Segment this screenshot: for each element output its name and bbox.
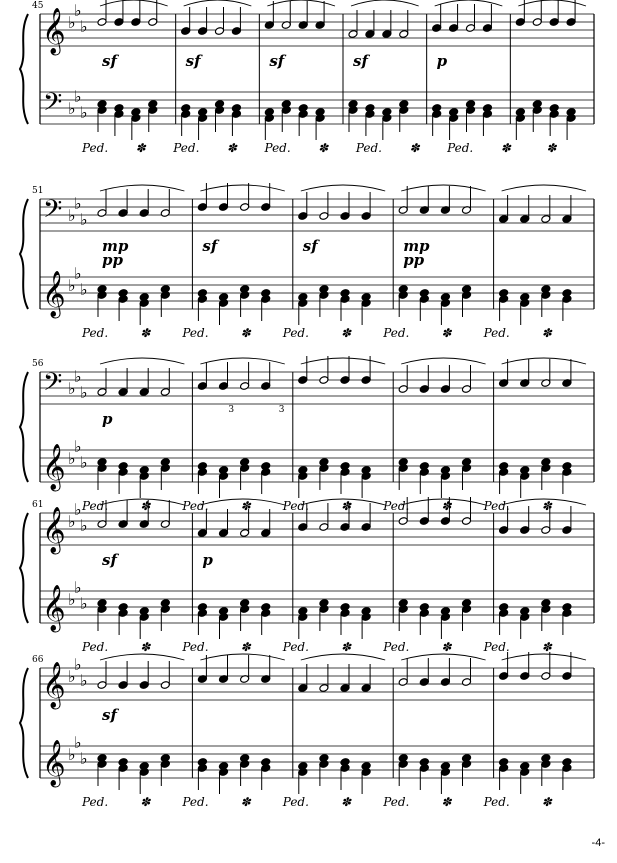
pedal-release-mark: ✽ [341,326,352,340]
grand-staff-brace [20,513,28,623]
slur [200,185,284,191]
pedal-mark: Ped. [82,141,109,155]
grand-staff-brace [20,14,28,124]
key-signature-flat: ♭ [80,453,88,472]
key-signature-flat: ♭ [80,17,88,36]
key-signature-flat: ♭ [80,671,88,690]
grand-staff-brace [20,199,28,309]
slur [100,654,184,660]
dynamic-marking: p [102,410,113,428]
pedal-release-mark: ✽ [140,499,151,513]
grand-staff-brace [20,668,28,778]
measure-number: 56 [32,359,44,369]
treble-clef: 𝄞 [42,444,66,490]
key-signature-flat: ♭ [74,437,82,456]
pedal-release-mark: ✽ [541,326,552,340]
pedal-mark: Ped. [282,640,309,654]
slur [200,654,284,660]
pedal-release-mark: ✽ [140,326,151,340]
bass-clef: 𝄢 [43,368,63,403]
pedal-mark: Ped. [182,499,209,513]
treble-clef: 𝄞 [42,662,66,708]
dynamic-marking: sf [202,237,218,255]
pedal-mark: Ped. [447,141,474,155]
slur [435,0,503,6]
key-signature-flat: ♭ [80,594,88,613]
dynamic-marking: pp [102,251,123,269]
dynamic-marking: mp [102,237,129,255]
measure-number: 45 [32,1,44,11]
key-signature-flat: ♭ [80,103,88,122]
pedal-release-mark: ✽ [441,795,452,809]
pedal-mark: Ped. [282,795,309,809]
dynamic-marking: sf [102,706,117,724]
key-signature-flat: ♭ [68,512,76,531]
bass-clef: 𝄢 [43,88,63,123]
pedal-mark: Ped. [173,141,200,155]
pedal-mark: Ped. [483,795,510,809]
slur [267,0,335,6]
slur [184,0,252,6]
key-signature-flat: ♭ [68,449,76,468]
slur [518,0,586,6]
pedal-mark: Ped. [82,795,109,809]
slur [200,358,284,364]
slur [301,654,385,660]
pedal-release-mark: ✽ [441,326,452,340]
key-signature-flat: ♭ [80,516,88,535]
dynamic-marking: p [436,52,448,70]
key-signature-flat: ♭ [80,749,88,768]
measure-number: 66 [32,655,44,665]
pedal-mark: Ped. [383,795,410,809]
pedal-release-mark: ✽ [226,141,237,155]
key-signature-flat: ♭ [68,206,76,225]
pedal-release-mark: ✽ [541,640,552,654]
measure-number: 61 [32,500,44,510]
treble-clef: 𝄞 [42,507,66,553]
pedal-mark: Ped. [383,640,410,654]
slur [401,358,485,364]
pedal-release-mark: ✽ [500,141,511,155]
pedal-release-mark: ✽ [240,326,251,340]
slur [401,654,485,660]
page-number: -4- [591,837,605,849]
pedal-mark: Ped. [383,499,410,513]
pedal-mark: Ped. [264,141,291,155]
pedal-mark: Ped. [483,640,510,654]
slur [502,185,586,191]
dynamic-marking: sf [102,551,117,569]
key-signature-flat: ♭ [68,667,76,686]
bass-clef: 𝄢 [43,195,63,230]
key-signature-flat: ♭ [74,578,82,597]
pedal-release-mark: ✽ [441,499,452,513]
dynamic-marking: sf [185,52,201,70]
measure-number: 51 [32,186,44,196]
dynamic-marking: sf [353,52,368,70]
pedal-mark: Ped. [82,326,109,340]
upper-staff [40,372,594,404]
key-signature-flat: ♭ [74,1,82,20]
pedal-release-mark: ✽ [541,795,552,809]
pedal-release-mark: ✽ [441,640,452,654]
pedal-mark: Ped. [182,795,209,809]
tuplet-label: 3 [278,405,285,415]
key-signature-flat: ♭ [74,367,82,386]
key-signature-flat: ♭ [74,264,82,283]
pedal-release-mark: ✽ [341,795,352,809]
key-signature-flat: ♭ [68,13,76,32]
pedal-release-mark: ✽ [318,141,329,155]
tuplet-label: 3 [228,405,235,415]
key-signature-flat: ♭ [74,733,82,752]
upper-staff [40,513,594,545]
pedal-release-mark: ✽ [541,499,552,513]
dynamic-marking: pp [403,251,425,269]
pedal-mark: Ped. [82,499,109,513]
pedal-mark: Ped. [82,640,109,654]
slur [502,358,586,364]
pedal-release-mark: ✽ [135,141,146,155]
key-signature-flat: ♭ [80,210,88,229]
treble-clef: 𝄞 [42,8,66,54]
pedal-mark: Ped. [282,499,309,513]
slur [502,654,586,660]
pedal-release-mark: ✽ [140,795,151,809]
key-signature-flat: ♭ [68,99,76,118]
slur [301,358,385,364]
pedal-release-mark: ✽ [240,795,251,809]
pedal-mark: Ped. [483,326,510,340]
pedal-release-mark: ✽ [240,499,251,513]
slur [401,185,485,191]
slur [100,185,184,191]
slur [100,0,168,6]
key-signature-flat: ♭ [74,194,82,213]
key-signature-flat: ♭ [68,276,76,295]
pedal-release-mark: ✽ [240,640,251,654]
key-signature-flat: ♭ [68,590,76,609]
key-signature-flat: ♭ [74,500,82,519]
slur [301,185,385,191]
dynamic-marking: mp [403,237,430,255]
key-signature-flat: ♭ [68,745,76,764]
pedal-release-mark: ✽ [341,499,352,513]
pedal-release-mark: ✽ [546,141,557,155]
pedal-mark: Ped. [355,141,382,155]
dynamic-marking: sf [302,237,318,255]
slur [351,0,419,6]
pedal-mark: Ped. [182,640,209,654]
key-signature-flat: ♭ [68,379,76,398]
pedal-mark: Ped. [483,499,510,513]
slur [100,358,184,364]
grand-staff-brace [20,372,28,482]
pedal-mark: Ped. [182,326,209,340]
dynamic-marking: sf [102,52,117,70]
treble-clef: 𝄞 [42,271,66,317]
pedal-mark: Ped. [383,326,410,340]
key-signature-flat: ♭ [74,87,82,106]
key-signature-flat: ♭ [80,280,88,299]
dynamic-marking: sf [269,52,285,70]
pedal-mark: Ped. [282,326,309,340]
pedal-release-mark: ✽ [140,640,151,654]
pedal-release-mark: ✽ [409,141,420,155]
pedal-release-mark: ✽ [341,640,352,654]
key-signature-flat: ♭ [74,655,82,674]
dynamic-marking: p [202,551,213,569]
treble-clef: 𝄞 [42,585,66,631]
treble-clef: 𝄞 [42,740,66,786]
key-signature-flat: ♭ [80,383,88,402]
